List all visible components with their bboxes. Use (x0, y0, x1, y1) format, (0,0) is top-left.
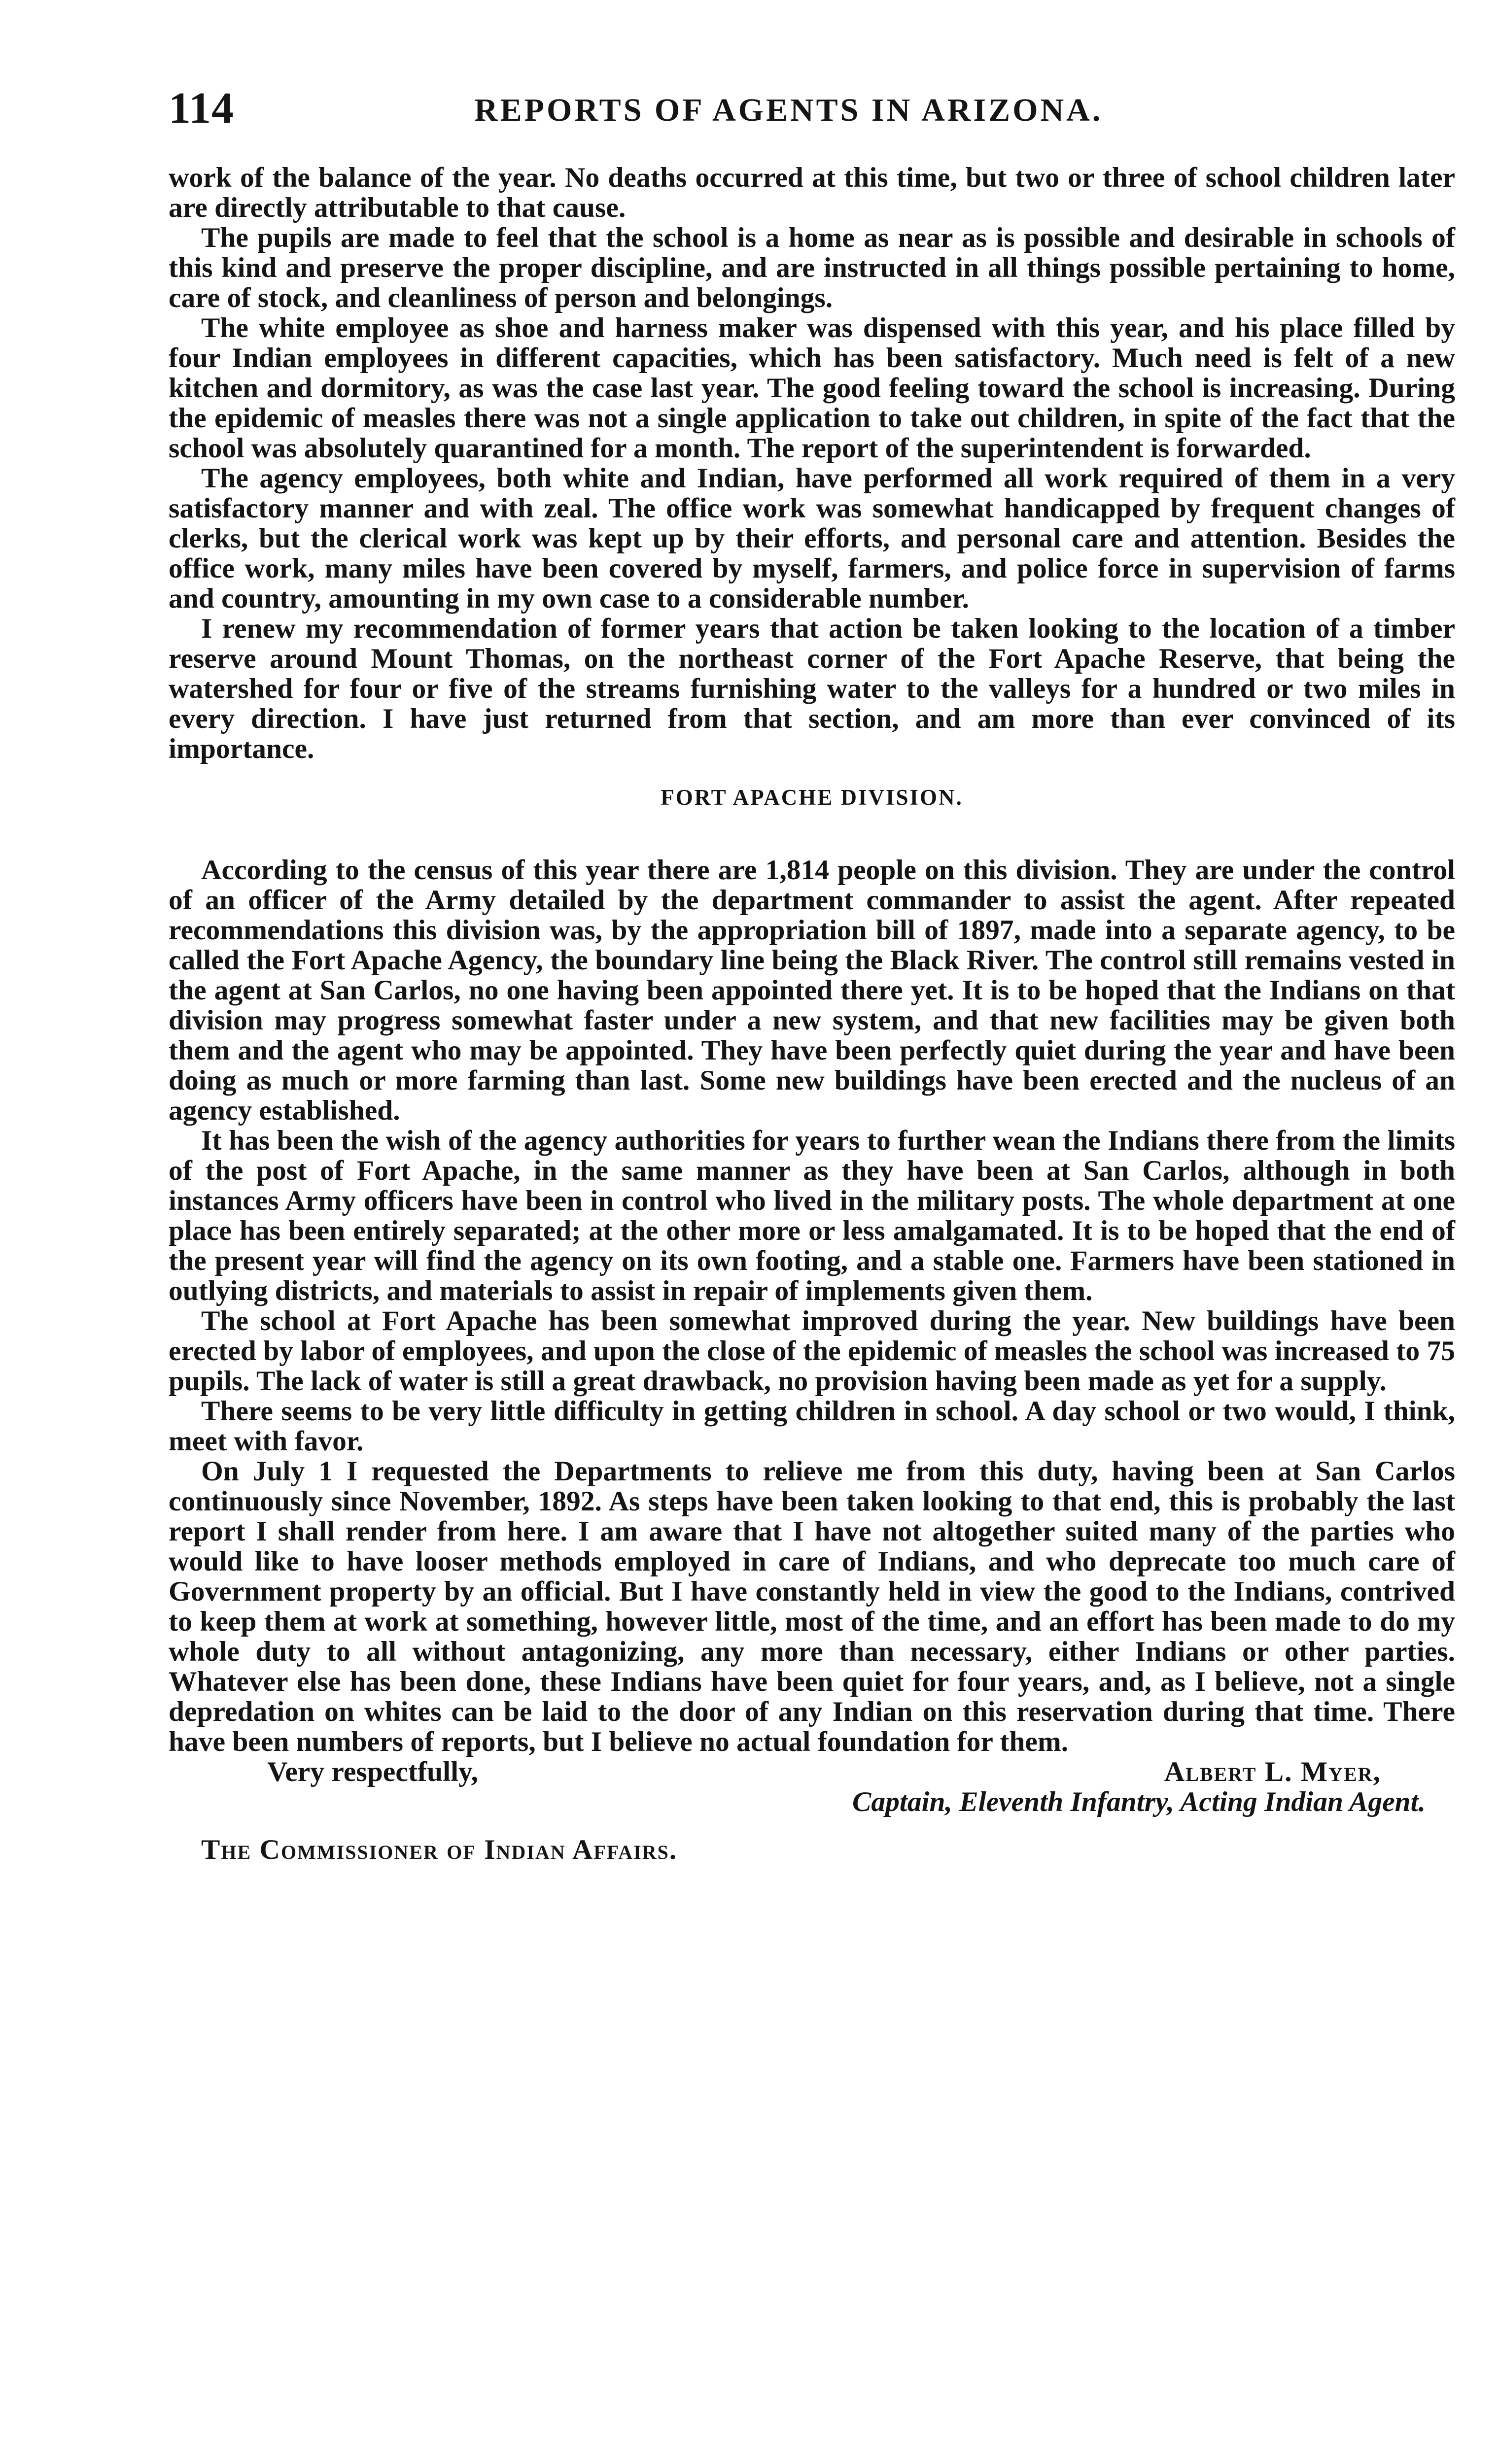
body-text (169, 163, 1455, 1865)
paragraph: On July 1 I requested the Departments to relieve me from this duty, having been at San Carlos continuously since November, 1892. As steps have been taken looking to that end, this is probably the last report I shall render from here. I am aware that I have not altogether suited many of the parties who would like to have looser methods employed in care of Indians, and who deprecate too much care of Government property by an official. But I have constantly held in view the good to the Indians, contrived to keep them at work at something, however little, most of the time, and an effort has been made to do my whole duty to all without antagonizing, any more than necessary, either Indians or other parties. Whatever else has been done, these Indians have been quiet for four years, and, as I believe, not a single depredation on whites can be laid to the door of any Indian on this reservation during that time. There have been numbers of reports, but I believe no actual foundation for them. (169, 1456, 1455, 1757)
page-header (169, 74, 1455, 133)
paragraph: The white employee as shoe and harness maker was dispensed with this year, and his place filled by four Indian employees in different capacities, which has been satisfactory. Much need is felt of a new kitchen and dormitory, as was the case last year. The good feeling toward the school is increasing. During the epidemic of measles there was not a single application to take out children, in spite of the fact that the school was absolutely quarantined for a month. The report of the superintendent is forwarded. (169, 312, 1455, 464)
salutation: Very respectfully, (267, 1756, 478, 1787)
paragraph: The school at Fort Apache has been somewhat improved during the year. New buildings have been erected by labor of employees, and upon the close of the epidemic of measles the school was increased to 75 pupils. The lack of water is still a great drawback, no provision having been made as yet for a supply. (169, 1305, 1455, 1397)
addressee: The Commissioner of Indian Affairs. (201, 1834, 678, 1865)
paragraph: There seems to be very little difficulty in getting children in school. A day school or two would, I think, meet with favor. (169, 1396, 1455, 1457)
paragraph: According to the census of this year there are 1,814 people on this division. They are under the control of an officer of the Army detailed by the department commander to assist the agent. After repeated recommendations this division was, by the appropriation bill of 1897, made into a separate agency, to be called the Fort Apache Agency, the boundary line being the Black River. The control still remains vested in the agent at San Carlos, no one having been appointed there yet. It is to be hoped that the Indians on that division may progress somewhat faster under a new system, and that new facilities may be given both them and the agent who may be appointed. They have been perfectly quiet during the year and have been doing as much or more farming than last. Some new buildings have been erected and the nucleus of an agency established. (169, 855, 1455, 1126)
paragraph: It has been the wish of the agency authorities for years to further wean the Indians there from the limits of the post of Fort Apache, in the same manner as they have been at San Carlos, although in both instances Army officers have been in control who lived in the military posts. The whole department at one place has been entirely separated; at the other more or less amalgamated. It is to be hoped that the end of the present year will find the agency on its own footing, and a stable one. Farmers have been stationed in outlying districts, and materials to assist in repair of implements given them. (169, 1125, 1455, 1306)
paragraph: work of the balance of the year. No deaths occurred at this time, but two or three of school children later are directly attributable to that cause. (169, 162, 1455, 223)
signature-name: Albert L. Myer, (1164, 1756, 1381, 1787)
running-head: REPORTS OF AGENTS IN ARIZONA. (474, 92, 1103, 128)
paragraph: The pupils are made to feel that the school is a home as near as is possible and desirable in schools of this kind and preserve the proper discipline, and are instructed in all things possible pertaining to home, care of stock, and cleanliness of person and belongings. (169, 222, 1455, 313)
paragraph: The agency employees, both white and Indian, have performed all work required of them in a very satisfactory manner and with zeal. The office work was somewhat handicapped by frequent changes of clerks, but the clerical work was kept up by their efforts, and personal care and attention. Besides the office work, many miles have been covered by myself, farmers, and police force in supervision of farms and country, amounting in my own case to a considerable number. (169, 463, 1455, 614)
closing-line (169, 1757, 1455, 1787)
paragraph: I renew my recommendation of former years that action be taken looking to the location of a timber reserve around Mount Thomas, on the northeast corner of the Fort Apache Reserve, that being the watershed for four or five of the streams furnishing water to the valleys for a hundred or two miles in every direction. I have just returned from that section, and am more than ever convinced of its importance. (169, 613, 1455, 764)
page-number: 114 (169, 84, 235, 133)
signature-title: Captain, Eleventh Infantry, Acting Indian Agent. (852, 1786, 1426, 1817)
section-heading: FORT APACHE DIVISION. (661, 785, 963, 810)
